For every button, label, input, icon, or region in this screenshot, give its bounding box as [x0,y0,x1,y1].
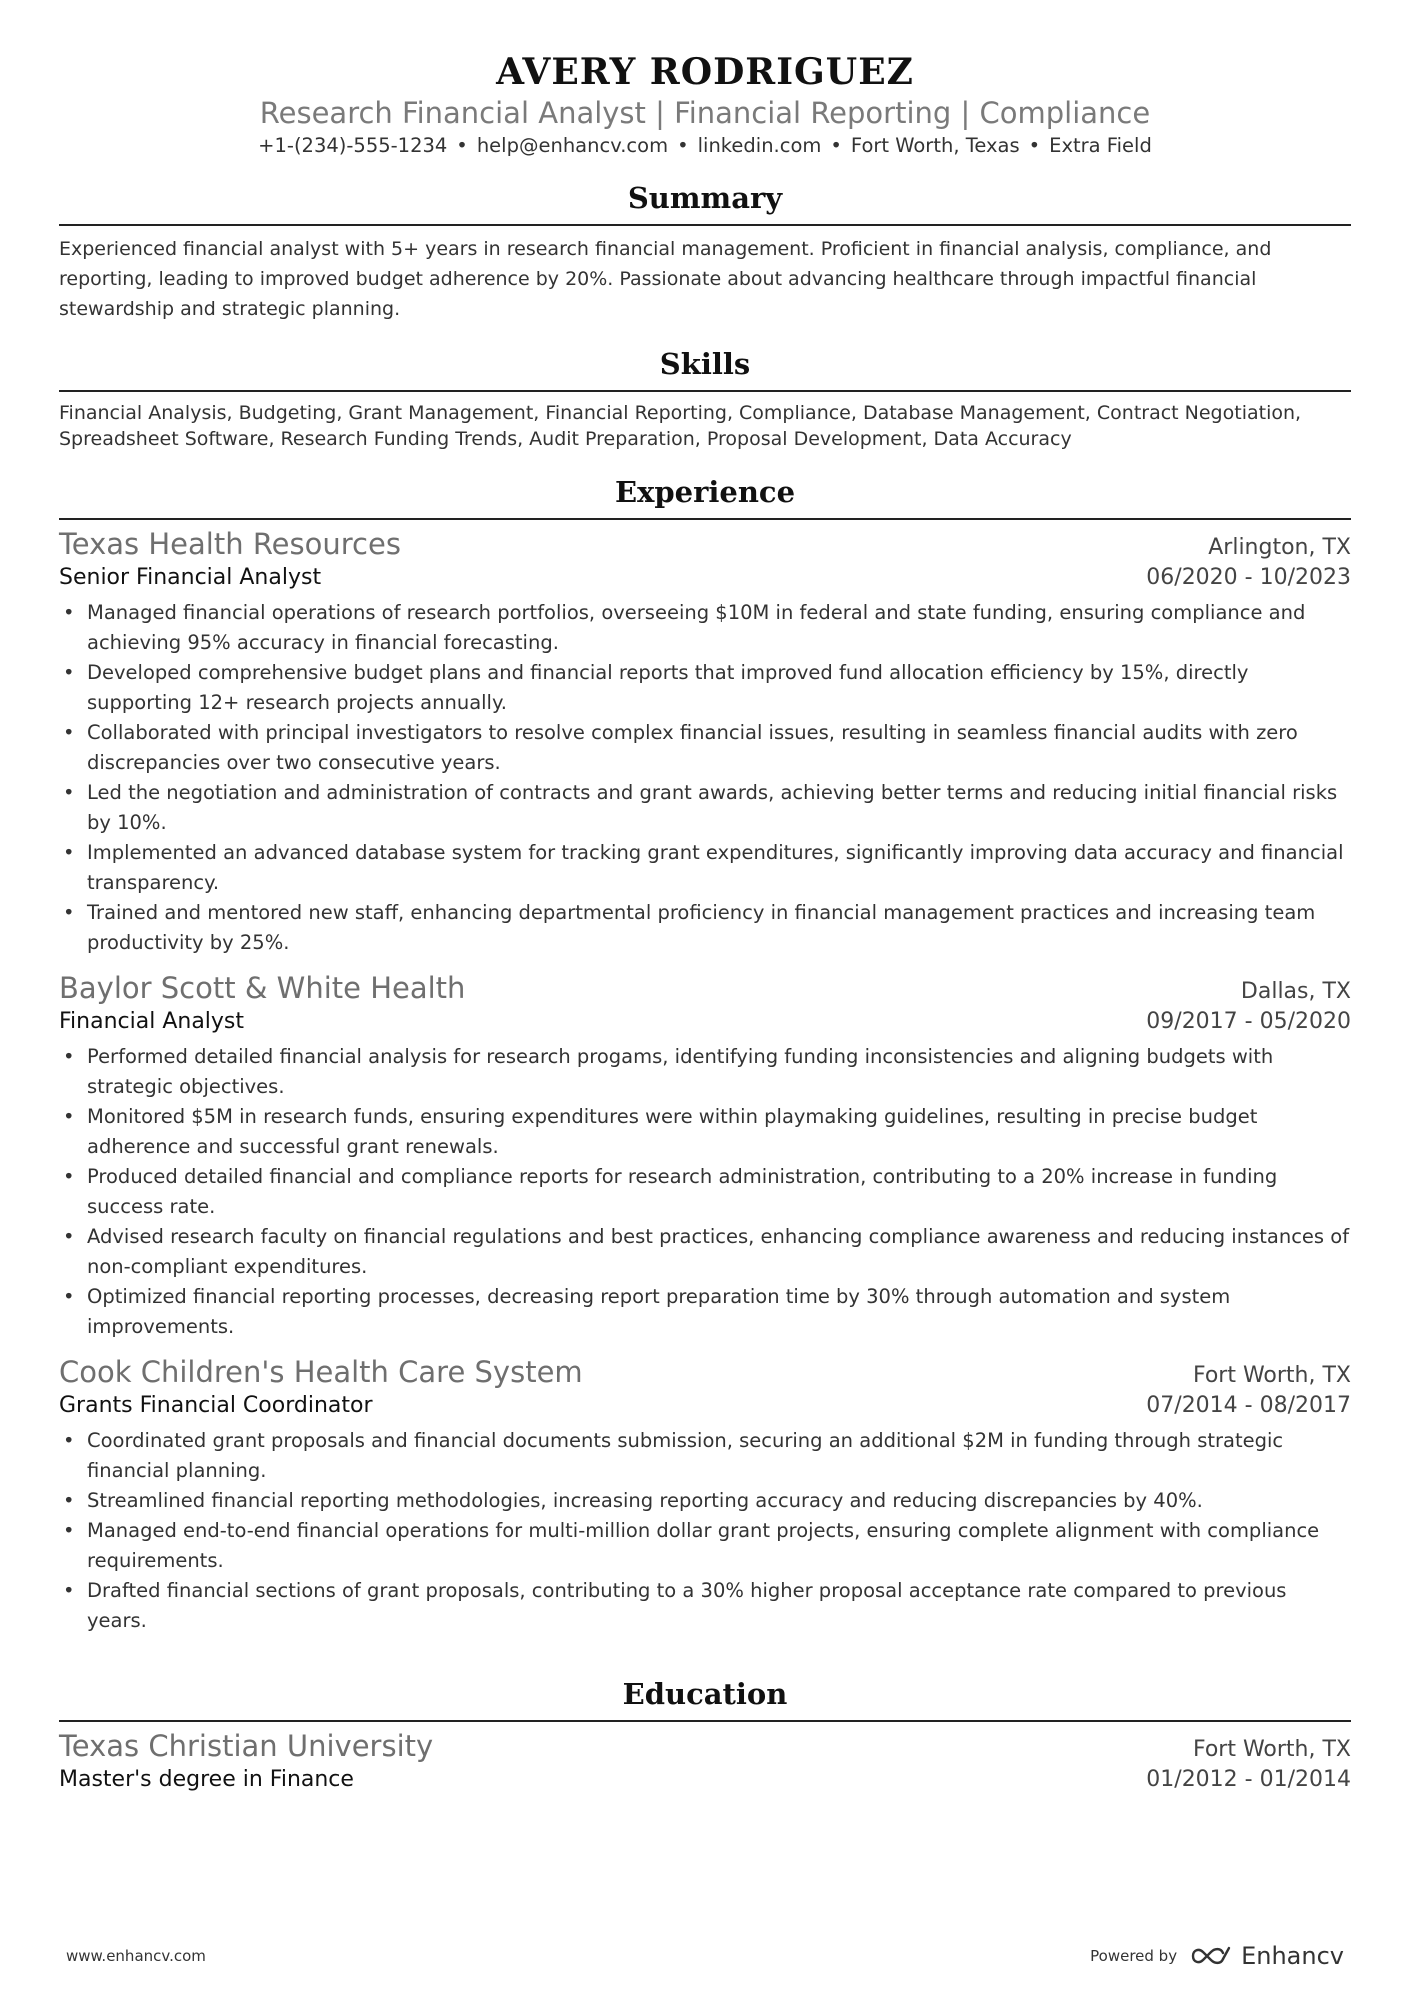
powered-by [1090,1942,1344,1970]
school-location: Fort Worth, TX [1192,1737,1351,1762]
entry-subheader [59,1006,1351,1038]
achievement-item: • Implemented an advanced database system for tracking grant expenditures, significantly improving data accuracy and financial transparency. [87,838,1351,898]
achievement-list [59,1426,1351,1636]
achievement-item: • Trained and mentored new staff, enhancing departmental proficiency in financial management practices and increasing team productivity by 25%. [87,898,1351,958]
achievement-item: • Performed detailed financial analysis for research progams, identifying funding inconsistencies and aligning budgets with strategic objectives. [87,1042,1351,1102]
job-title: Grants Financial Coordinator [59,1393,373,1418]
entry-header [59,1354,1351,1390]
job-location: Dallas, TX [1240,979,1351,1004]
contact-separator: • [1028,134,1041,157]
school-name: Texas Christian University [59,1729,434,1763]
achievement-list [59,1042,1351,1342]
skills-text: Financial Analysis, Budgeting, Grant Management, Financial Reporting, Compliance, Database Management, Contract Negotiation, Spreadsheet Software, Research Funding Trends, Audit Preparation, Proposal Development, Data Accuracy [59,402,1302,450]
page-footer [66,1942,1344,1970]
company-name: Baylor Scott & White Health [59,971,466,1005]
contact-separator: • [830,134,842,157]
contact-separator: • [456,134,468,157]
enhancv-brand-name: Enhancv [1241,1942,1344,1970]
job-location: Fort Worth, TX [1192,1363,1351,1388]
contact-phone: +1-(234)-555-1234 [258,134,448,157]
entry-header [59,970,1351,1006]
entry-header [59,526,1351,562]
job-title: Senior Financial Analyst [59,565,322,590]
achievement-list [59,598,1351,958]
entry-subheader [59,1764,1351,1796]
enhancv-logo-icon [1189,1944,1233,1968]
achievement-item: • Optimized financial reporting processes, decreasing report preparation time by 30% through automation and system improvements. [87,1282,1351,1342]
achievement-item: • Advised research faculty on financial regulations and best practices, enhancing compliance awareness and reducing instances of non-compliant expenditures. [87,1222,1351,1282]
achievement-item: • Developed comprehensive budget plans and financial reports that improved fund allocation efficiency by 15%, directly supporting 12+ research projects annually. [87,658,1351,718]
section-title-education: Education [59,1676,1351,1722]
candidate-name: AVERY RODRIGUEZ [496,51,914,93]
achievement-item: • Collaborated with principal investigators to resolve complex financial issues, resulting in seamless financial audits with zero discrepancies over two consecutive years. [87,718,1351,778]
skills-section [59,346,1351,452]
achievement-item: • Managed end-to-end financial operations for multi-million dollar grant projects, ensuring complete alignment with compliance requirements. [87,1516,1351,1576]
experience-entry [59,1354,1351,1636]
job-dates: 09/2017 - 05/2020 [1146,1009,1351,1034]
achievement-item: • Led the negotiation and administration of contracts and grant awards, achieving better terms and reducing initial financial risks by 10%. [87,778,1351,838]
contact-separator: • [677,134,689,157]
section-title-skills: Skills [59,346,1351,392]
achievement-item: • Monitored $5M in research funds, ensuring expenditures were within playmaking guidelines, resulting in precise budget adherence and successful grant renewals. [87,1102,1351,1162]
contact-email[interactable]: help@enhancv.com [476,134,669,157]
degree: Master's degree in Finance [59,1767,354,1792]
summary-section [59,180,1351,324]
summary-text: Experienced financial analyst with 5+ years in research financial management. Proficient in financial analysis, compliance, and reporting, leading to improved budget adherence by 20%. Passionate about advancing healthcare through impactful financial stewardship and strategic planning. [59,238,1272,320]
education-section [59,1676,1351,1796]
contact-extra: Extra Field [1049,134,1152,157]
achievement-item: • Drafted financial sections of grant proposals, contributing to a 30% higher proposal acceptance rate compared to previous years. [87,1576,1351,1636]
experience-section [59,474,1351,1636]
entry-header [59,1728,1351,1764]
resume-header [59,0,1351,160]
contact-location: Fort Worth, Texas [850,134,1020,157]
job-location: Arlington, TX [1208,535,1351,560]
achievement-item: • Produced detailed financial and compliance reports for research administration, contributing to a 20% increase in funding success rate. [87,1162,1351,1222]
education-dates: 01/2012 - 01/2014 [1146,1767,1351,1792]
powered-by-label: Powered by [1090,1947,1178,1965]
enhancv-brand[interactable] [1189,1942,1344,1970]
experience-entry [59,526,1351,958]
achievement-item: • Streamlined financial reporting methodologies, increasing reporting accuracy and reducing discrepancies by 40%. [87,1486,1351,1516]
company-name: Cook Children's Health Care System [59,1355,583,1389]
contact-linkedin[interactable]: linkedin.com [697,134,822,157]
achievement-item: • Coordinated grant proposals and financial documents submission, securing an additional $2M in funding through strategic financial planning. [87,1426,1351,1486]
experience-entry [59,970,1351,1342]
candidate-headline: Research Financial Analyst | Financial Reporting | Compliance [259,96,1151,130]
job-title: Financial Analyst [59,1009,245,1034]
section-title-experience: Experience [59,474,1351,520]
contact-info [59,132,1351,160]
achievement-item: • Managed financial operations of research portfolios, overseeing $10M in federal and state funding, ensuring compliance and achieving 95% accuracy in financial forecasting. [87,598,1351,658]
job-dates: 06/2020 - 10/2023 [1146,565,1351,590]
entry-subheader [59,562,1351,594]
company-name: Texas Health Resources [59,527,401,561]
education-entry [59,1728,1351,1796]
section-title-summary: Summary [59,180,1351,226]
job-dates: 07/2014 - 08/2017 [1146,1393,1351,1418]
entry-subheader [59,1390,1351,1422]
footer-website-link[interactable]: www.enhancv.com [66,1947,206,1965]
